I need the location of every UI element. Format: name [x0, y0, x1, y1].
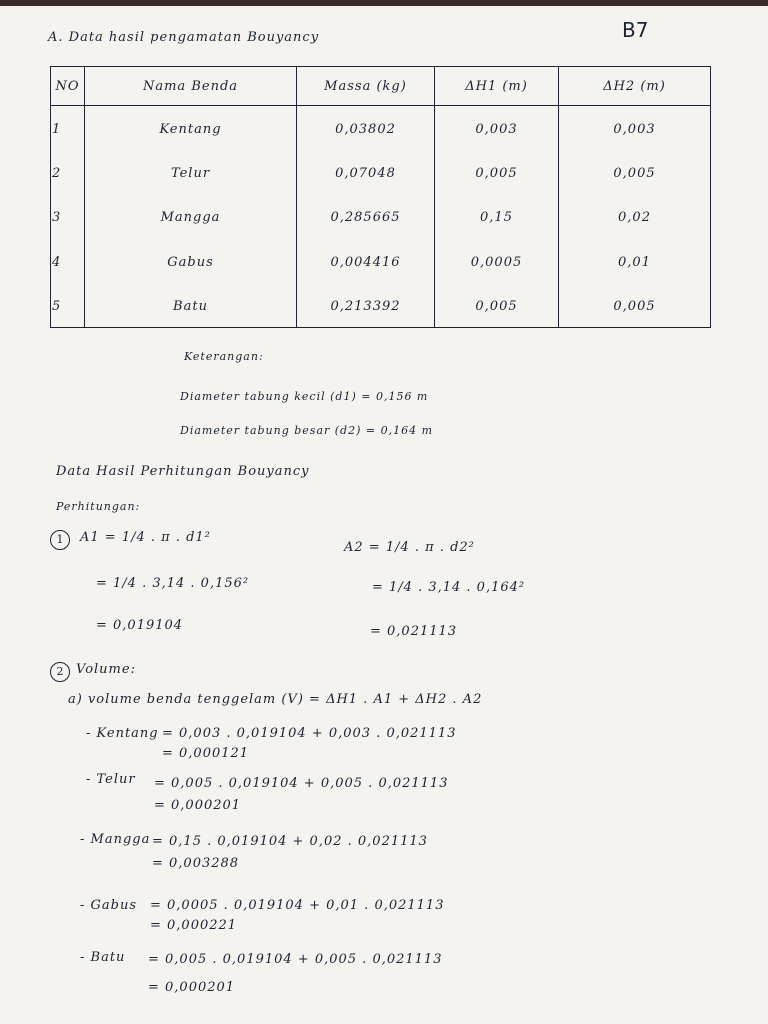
cell-mass: 0,03802	[297, 106, 435, 151]
notes-title: Keterangan:	[184, 350, 264, 363]
cell-dh1: 0,005	[435, 150, 559, 194]
cell-name: Batu	[85, 283, 297, 328]
cell-mass: 0,004416	[297, 239, 435, 283]
table-row	[51, 194, 711, 238]
cell-name: Mangga	[85, 194, 297, 238]
cell-mass: 0,07048	[297, 150, 435, 194]
cell-name: Kentang	[85, 106, 297, 151]
cell-dh2: 0,02	[559, 194, 711, 238]
a1-formula: A1 = 1/4 . π . d1²	[80, 530, 211, 545]
section-b-title: Data Hasil Perhitungan Bouyancy	[56, 464, 310, 479]
item-expr-telur: = 0,005 . 0,019104 + 0,005 . 0,021113	[154, 776, 449, 791]
cell-name: Gabus	[85, 239, 297, 283]
a1-result: = 0,019104	[96, 618, 184, 633]
step-number-circle: 1	[50, 530, 70, 550]
header-dh1: ΔH1 (m)	[435, 67, 559, 106]
item-name-gabus: - Gabus	[80, 898, 138, 913]
table-row	[51, 106, 711, 151]
cell-no: 4	[51, 239, 85, 283]
header-name: Nama Benda	[85, 67, 297, 106]
item-expr-batu: = 0,005 . 0,019104 + 0,005 . 0,021113	[148, 952, 443, 967]
cell-dh2: 0,003	[559, 106, 711, 151]
notes-diameter-small: Diameter tabung kecil (d1) = 0,156 m	[180, 390, 429, 403]
step-number-circle: 2	[50, 662, 70, 682]
header-dh2: ΔH2 (m)	[559, 67, 711, 106]
item-name-batu: - Batu	[80, 950, 126, 965]
item-expr-gabus: = 0,0005 . 0,019104 + 0,01 . 0,021113	[150, 898, 445, 913]
table-row	[51, 150, 711, 194]
header-no: NO	[51, 67, 85, 106]
cell-dh2: 0,005	[559, 150, 711, 194]
notes-diameter-large: Diameter tabung besar (d2) = 0,164 m	[180, 424, 434, 437]
cell-dh1: 0,0005	[435, 239, 559, 283]
table-header-row	[51, 67, 711, 106]
item-result-telur: = 0,000201	[154, 798, 242, 813]
section-a-title: A. Data hasil pengamatan Bouyancy	[48, 30, 320, 45]
volume-formula: a) volume benda tenggelam (V) = ΔH1 . A1 + ΔH2 . A2	[68, 692, 483, 707]
table-row	[51, 283, 711, 328]
cell-no: 1	[51, 106, 85, 151]
calc-2-marker	[50, 660, 70, 682]
volume-title: Volume:	[76, 662, 136, 677]
cell-no: 2	[51, 150, 85, 194]
cell-no: 3	[51, 194, 85, 238]
cell-dh1: 0,003	[435, 106, 559, 151]
cell-dh2: 0,01	[559, 239, 711, 283]
item-result-mangga: = 0,003288	[152, 856, 240, 871]
cell-mass: 0,285665	[297, 194, 435, 238]
observation-table	[50, 66, 711, 328]
item-expr-mangga: = 0,15 . 0,019104 + 0,02 . 0,021113	[152, 834, 428, 849]
a2-result: = 0,021113	[370, 624, 458, 639]
cell-no: 5	[51, 283, 85, 328]
cell-dh1: 0,005	[435, 283, 559, 328]
calc-1-marker	[50, 528, 70, 550]
item-result-kentang: = 0,000121	[162, 746, 250, 761]
section-b-subtitle: Perhitungan:	[56, 500, 141, 513]
cell-dh2: 0,005	[559, 283, 711, 328]
cell-dh1: 0,15	[435, 194, 559, 238]
cell-mass: 0,213392	[297, 283, 435, 328]
header-mass: Massa (kg)	[297, 67, 435, 106]
item-name-mangga: - Mangga	[80, 832, 151, 847]
item-name-kentang: - Kentang	[86, 726, 159, 741]
item-result-gabus: = 0,000221	[150, 918, 238, 933]
cell-name: Telur	[85, 150, 297, 194]
item-result-batu: = 0,000201	[148, 980, 236, 995]
item-expr-kentang: = 0,003 . 0,019104 + 0,003 . 0,021113	[162, 726, 457, 741]
page-number: B7	[622, 18, 649, 42]
a1-substitution: = 1/4 . 3,14 . 0,156²	[96, 576, 250, 591]
item-name-telur: - Telur	[86, 772, 136, 787]
top-edge-strip	[0, 0, 768, 6]
a2-substitution: = 1/4 . 3,14 . 0,164²	[372, 580, 526, 595]
table-row	[51, 239, 711, 283]
a2-formula: A2 = 1/4 . π . d2²	[344, 540, 475, 555]
